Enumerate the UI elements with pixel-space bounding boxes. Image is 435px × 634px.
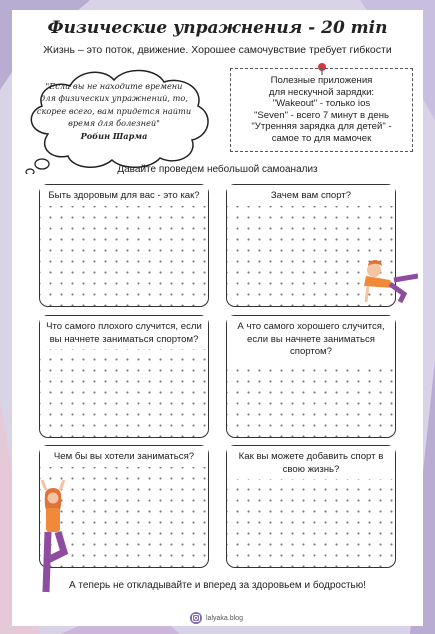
apps-item: "Seven" - всего 7 минут в день [253,109,390,121]
question-text: Быть здоровым для вас - это как? [40,185,208,206]
question-box[interactable] [226,445,396,568]
apps-item: самое то для мамочек [271,132,372,144]
apps-heading: для нескучной зарядки: [268,86,375,98]
question-box[interactable] [39,315,209,438]
footer-message: А теперь не откладывайте и вперед за здоровьем и бодростью! [68,580,367,591]
apps-note [230,68,413,152]
section-title: Давайте проведем небольшой самоанализ [117,164,318,175]
page-subtitle: Жизнь – это поток, движение. Хорошее самочувствие требует гибкости [43,44,392,56]
exercise-girl-plank-illustration [338,258,418,308]
question-box[interactable] [39,184,209,307]
quote-text [34,80,194,142]
question-text: Что самого плохого случится, если вы начнете заниматься спортом? [40,316,208,349]
apps-item: "Утренняя зарядка для детей" - [251,121,392,132]
quote-author: Робин Шарма [80,130,148,141]
quote-line: время для болезней" [68,118,160,129]
question-text: Как вы можете добавить спорт в свою жизнь? [227,446,395,479]
quote-line: для физических упражнений, то, [40,93,188,104]
question-text: Чем бы вы хотели заниматься? [40,446,208,467]
apps-item: "Wakeout" - только ios [272,98,371,109]
worksheet [12,10,423,626]
brand-label: lalyaka.blog [206,614,243,622]
instagram-icon [190,612,202,624]
question-box[interactable] [226,315,396,438]
question-text: Зачем вам спорт? [227,185,395,206]
brand-badge[interactable] [190,611,243,625]
apps-heading: Полезные приложения [270,75,373,86]
page-title: Физические упражнения - 20 min [47,18,388,38]
question-text: А что самого хорошего случится, если вы начнете заниматься спортом? [227,316,395,362]
quote-line: "Если вы не находите времени [45,81,183,91]
quote-line: скорее всего, вам придется найти [36,105,192,116]
